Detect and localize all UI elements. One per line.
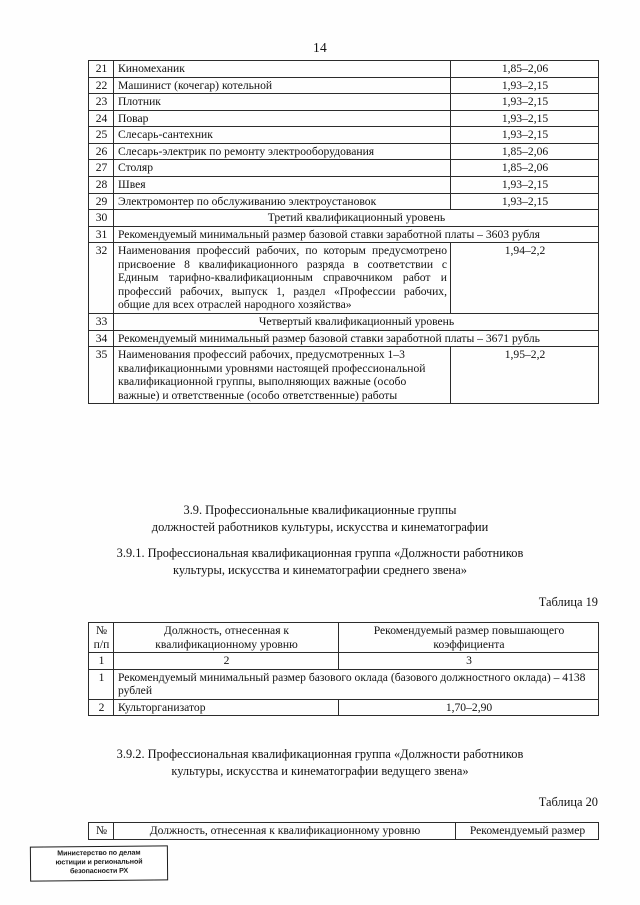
table-row bbox=[89, 77, 599, 94]
table-19-numbering-col1: 1 bbox=[89, 653, 114, 670]
table-row bbox=[89, 193, 599, 210]
row-number: 34 bbox=[89, 330, 114, 347]
row-profession-name: Плотник bbox=[114, 94, 451, 111]
row-coefficient: 1,93–2,15 bbox=[451, 77, 599, 94]
row-number: 1 bbox=[89, 669, 114, 699]
heading-section-3-9-1 bbox=[60, 545, 580, 578]
row-number: 26 bbox=[89, 143, 114, 160]
table-19-header-col1-line1: № bbox=[95, 624, 108, 637]
table-19-numbering-col3: 3 bbox=[339, 653, 599, 670]
page-number: 14 bbox=[313, 40, 327, 55]
ministry-stamp bbox=[30, 845, 168, 881]
table-row bbox=[89, 243, 599, 314]
stamp-line-3: безопасности РХ bbox=[69, 867, 129, 876]
stamp-line-2: юстиции и региональной bbox=[55, 857, 143, 867]
heading-3-9-line-1: 3.9. Профессиональные квалификационные группы bbox=[183, 503, 457, 517]
row-profession-name: Столяр bbox=[114, 160, 451, 177]
row-number: 25 bbox=[89, 127, 114, 144]
row-profession-name: Киномеханик bbox=[114, 61, 451, 78]
table-19-header-col3-line2: коэффициента bbox=[433, 637, 505, 651]
row-merged-text: Рекомендуемый минимальный размер базовой ставки заработной платы – 3603 рубля bbox=[114, 226, 599, 243]
table-professional-workers-body bbox=[89, 61, 599, 404]
row-number: 33 bbox=[89, 314, 114, 331]
row-number: 23 bbox=[89, 94, 114, 111]
table-row bbox=[89, 330, 599, 347]
row-merged-text: Четвертый квалификационный уровень bbox=[114, 314, 599, 331]
table-19-header-col2-line2: квалификационному уровню bbox=[155, 637, 298, 651]
table-20-header-col1: № bbox=[89, 823, 114, 840]
stamp-line-1: Министерство по делам bbox=[57, 848, 141, 858]
row-number: 29 bbox=[89, 193, 114, 210]
row-coefficient: 1,93–2,15 bbox=[451, 110, 599, 127]
table-20-body bbox=[89, 823, 599, 840]
row-merged-text: Рекомендуемый минимальный размер базового оклада (базового должностного оклада) – 4138 рублей bbox=[114, 669, 599, 699]
table-19-header-col2-line1: Должность, отнесенная к bbox=[163, 624, 290, 637]
row-coefficient: 1,85–2,06 bbox=[451, 61, 599, 78]
row-number: 24 bbox=[89, 110, 114, 127]
table-row bbox=[89, 176, 599, 193]
table-row bbox=[89, 210, 599, 227]
row-coefficient: 1,85–2,06 bbox=[451, 143, 599, 160]
table-row bbox=[89, 94, 599, 111]
table-20-header-col3: Рекомендуемый размер bbox=[456, 823, 599, 840]
row-number: 35 bbox=[89, 347, 114, 404]
table-professional-workers bbox=[88, 60, 599, 404]
row-profession-name: Наименования профессий рабочих, по которым предусмотрено присвоение 8 квалификационного разряда в соответствии с Единым тарифно-квалификационным справочником работ и профессий рабочих, выпуск 1, раздел «Профессии рабочих, общие для всех отраслей народного хозяйства» bbox=[114, 243, 451, 314]
row-number: 31 bbox=[89, 226, 114, 243]
row-merged-text: Рекомендуемый минимальный размер базовой ставки заработной платы – 3671 рубль bbox=[114, 330, 599, 347]
row-coefficient: 1,93–2,15 bbox=[451, 127, 599, 144]
table-row bbox=[89, 669, 599, 699]
row-profession-name: Повар bbox=[114, 110, 451, 127]
caption-table-20: Таблица 20 bbox=[538, 795, 598, 809]
heading-section-3-9-2 bbox=[60, 746, 580, 779]
heading-3-9-2-line-2: культуры, искусства и кинематографии ведущего звена» bbox=[171, 763, 469, 778]
heading-3-9-2-line-1: 3.9.2. Профессиональная квалификационная группа «Должности работников bbox=[116, 747, 524, 761]
row-coefficient: 1,85–2,06 bbox=[451, 160, 599, 177]
row-coefficient: 1,93–2,15 bbox=[451, 94, 599, 111]
table-row bbox=[89, 347, 599, 404]
row-coefficient: 1,93–2,15 bbox=[451, 176, 599, 193]
table-19-header-col2 bbox=[114, 623, 339, 653]
row-number: 32 bbox=[89, 243, 114, 314]
table-19-numbering-col2: 2 bbox=[114, 653, 339, 670]
table-20-header-row bbox=[89, 823, 599, 840]
row-number: 21 bbox=[89, 61, 114, 78]
caption-table-19: Таблица 19 bbox=[538, 595, 598, 609]
row-profession-name: Слесарь-сантехник bbox=[114, 127, 451, 144]
table-row bbox=[89, 127, 599, 144]
table-19-header-col3 bbox=[339, 623, 599, 653]
table-20-header-col2: Должность, отнесенная к квалификационному уровню bbox=[114, 823, 456, 840]
row-number: 27 bbox=[89, 160, 114, 177]
row-profession-name: Швея bbox=[114, 176, 451, 193]
row-coefficient: 1,93–2,15 bbox=[451, 193, 599, 210]
row-number: 2 bbox=[89, 699, 114, 716]
table-row bbox=[89, 110, 599, 127]
row-number: 30 bbox=[89, 210, 114, 227]
row-number: 28 bbox=[89, 176, 114, 193]
table-row bbox=[89, 226, 599, 243]
row-profession-name: Слесарь-электрик по ремонту электрооборудования bbox=[114, 143, 451, 160]
table-19 bbox=[88, 622, 599, 716]
heading-section-3-9 bbox=[60, 502, 580, 535]
table-row bbox=[89, 143, 599, 160]
table-19-body bbox=[89, 623, 599, 716]
row-merged-text: Третий квалификационный уровень bbox=[114, 210, 599, 227]
table-19-numbering-row bbox=[89, 653, 599, 670]
table-19-header-col3-line1: Рекомендуемый размер повышающего bbox=[373, 624, 565, 637]
table-row bbox=[89, 61, 599, 78]
row-profession-name: Наименования профессий рабочих, предусмотренных 1–3 квалификационными уровнями настоящей профессиональной квалификационной группы, выполняющих важные (особо важные) и ответственные (особо ответственные) работы bbox=[114, 347, 451, 404]
table-row bbox=[89, 160, 599, 177]
heading-3-9-1-line-1: 3.9.1. Профессиональная квалификационная группа «Должности работников bbox=[116, 546, 524, 560]
row-coefficient: 1,70–2,90 bbox=[339, 699, 599, 716]
table-19-header-col1-line2: п/п bbox=[93, 637, 110, 651]
table-19-header-col1 bbox=[89, 623, 114, 653]
row-position-name: Культорганизатор bbox=[114, 699, 339, 716]
row-coefficient: 1,95–2,2 bbox=[451, 347, 599, 404]
table-row bbox=[89, 314, 599, 331]
row-coefficient: 1,94–2,2 bbox=[451, 243, 599, 314]
row-number: 22 bbox=[89, 77, 114, 94]
row-profession-name: Электромонтер по обслуживанию электроустановок bbox=[114, 193, 451, 210]
table-row bbox=[89, 699, 599, 716]
row-profession-name: Машинист (кочегар) котельной bbox=[114, 77, 451, 94]
table-19-header-row bbox=[89, 623, 599, 653]
heading-3-9-line-2: должностей работников культуры, искусства и кинематографии bbox=[151, 519, 489, 534]
table-20 bbox=[88, 822, 599, 840]
heading-3-9-1-line-2: культуры, искусства и кинематографии среднего звена» bbox=[173, 562, 467, 577]
